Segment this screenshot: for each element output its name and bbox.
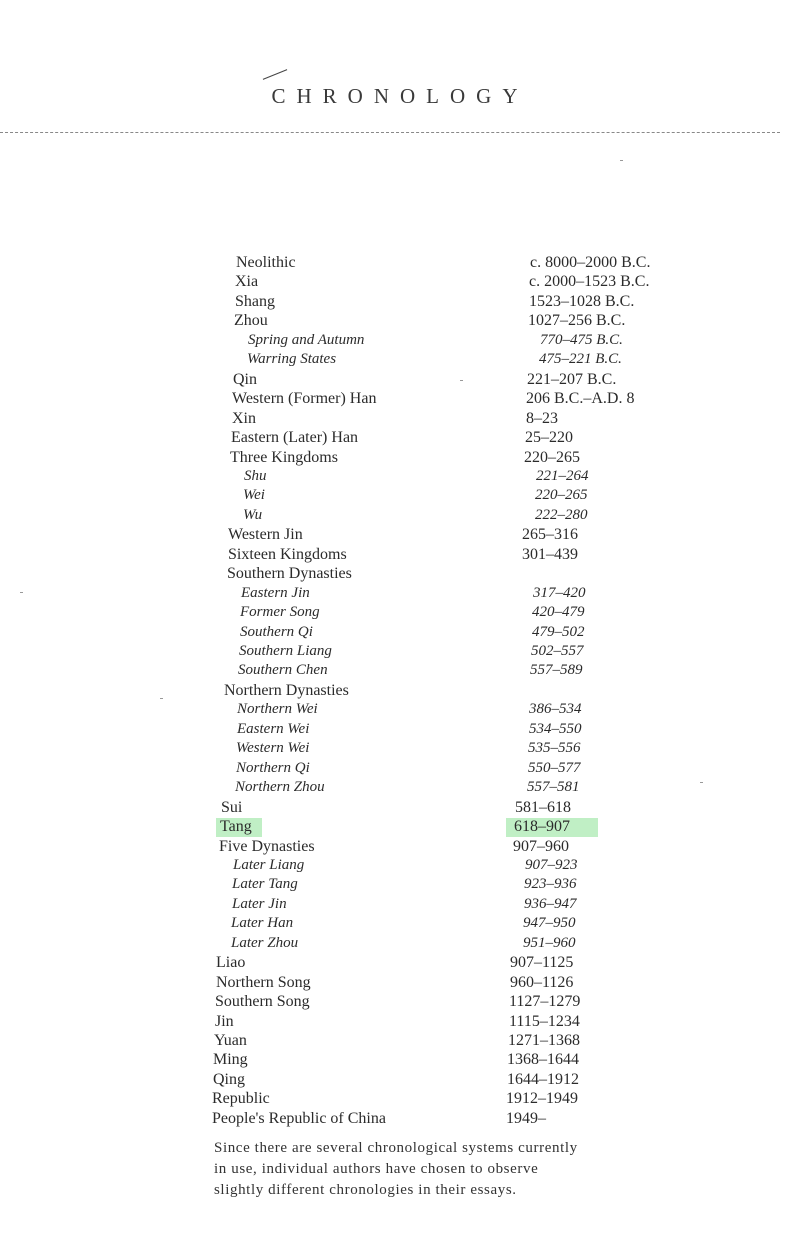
- chronology-row: [0, 449, 800, 469]
- chronology-row: [0, 351, 800, 371]
- period-dates: c. 8000–2000 B.C.: [530, 254, 651, 271]
- period-dates: 770–475 B.C.: [540, 331, 623, 348]
- chronology-row: [0, 487, 800, 507]
- chronology-row: [0, 643, 800, 663]
- chronology-row: [0, 293, 800, 313]
- chronology-row: [0, 254, 800, 274]
- chronology-row: [0, 1051, 800, 1071]
- period-name: Shu: [244, 467, 267, 484]
- chronology-row: [0, 604, 800, 624]
- period-name: Eastern (Later) Han: [231, 429, 359, 447]
- chronology-row: [0, 799, 800, 819]
- period-dates: 479–502: [532, 623, 585, 640]
- chronology-row: [0, 429, 800, 449]
- chronology-row: [0, 507, 800, 527]
- period-name: Southern Liang: [239, 643, 332, 659]
- period-name: People's Republic of China: [212, 1109, 386, 1127]
- chronology-row: [0, 468, 800, 488]
- period-name: Northern Dynasties: [224, 681, 349, 699]
- chronology-row: [0, 857, 800, 877]
- period-name: Western Wei: [236, 740, 310, 757]
- chronology-row: [0, 312, 800, 332]
- chronology-row: [0, 974, 800, 994]
- period-dates: c. 2000–1523 B.C.: [529, 273, 650, 291]
- period-dates: 420–479: [532, 604, 585, 621]
- period-name: Later Jin: [232, 895, 287, 912]
- chronology-row: [0, 915, 800, 935]
- period-name: Zhou: [234, 312, 268, 330]
- period-dates: 1271–1368: [508, 1032, 580, 1049]
- period-dates: 936–947: [524, 895, 577, 912]
- period-dates: 581–618: [515, 798, 571, 816]
- period-dates: 1644–1912: [507, 1070, 579, 1088]
- period-name: Later Han: [231, 915, 294, 932]
- period-name: Republic: [212, 1090, 270, 1108]
- period-dates: 534–550: [529, 720, 582, 737]
- title-rule: [0, 132, 780, 133]
- period-name: Western Jin: [228, 526, 303, 544]
- period-name: Northern Zhou: [235, 779, 325, 796]
- chronology-row: [0, 371, 800, 391]
- period-name: Sixteen Kingdoms: [228, 545, 347, 563]
- period-dates: 386–534: [529, 701, 582, 718]
- chronology-row: [0, 682, 800, 702]
- period-dates: 220–265: [524, 448, 580, 466]
- period-dates: 475–221 B.C.: [539, 351, 622, 368]
- chronology-row: [0, 779, 800, 799]
- chronology-row: [0, 1090, 800, 1110]
- period-name: Qing: [213, 1070, 245, 1088]
- period-dates: 8–23: [526, 409, 558, 427]
- period-name: Jin: [215, 1012, 234, 1030]
- period-name: Later Zhou: [231, 934, 299, 951]
- period-name: Xin: [232, 409, 256, 427]
- period-name: Southern Dynasties: [227, 565, 352, 583]
- period-dates: 265–316: [522, 526, 578, 544]
- footnote-line: slightly different chronologies in their essays.: [214, 1182, 517, 1198]
- chronology-row: [0, 390, 800, 410]
- chronology-row: [0, 273, 800, 293]
- footnote-line: Since there are several chronological systems currently: [214, 1140, 578, 1156]
- period-dates: 947–950: [523, 915, 576, 932]
- period-dates: 550–577: [528, 759, 581, 776]
- chronology-row: [0, 993, 800, 1013]
- chronology-row: [0, 935, 800, 955]
- period-name: Shang: [235, 292, 275, 310]
- period-name: Warring States: [247, 351, 337, 368]
- period-dates: 907–923: [525, 856, 578, 873]
- period-name: Five Dynasties: [219, 837, 315, 855]
- chronology-row: [0, 1071, 800, 1091]
- chronology-row: [0, 662, 800, 682]
- period-name: Xia: [235, 273, 259, 291]
- period-dates: 502–557: [531, 643, 584, 659]
- period-name: Southern Qi: [240, 623, 313, 640]
- period-name: Northern Song: [216, 973, 311, 991]
- period-dates: 222–280: [535, 506, 588, 523]
- chronology-row: [0, 1032, 800, 1052]
- pen-mark: [263, 69, 287, 80]
- chronology-row: [0, 410, 800, 430]
- period-name: Yuan: [214, 1032, 247, 1049]
- chronology-row: [0, 1110, 800, 1130]
- chronology-row: [0, 896, 800, 916]
- period-name: Northern Qi: [236, 759, 310, 776]
- period-dates: 951–960: [523, 934, 576, 951]
- period-dates: 557–581: [527, 779, 580, 796]
- period-dates: 206 B.C.–A.D. 8: [526, 390, 635, 408]
- chronology-row: [0, 565, 800, 585]
- period-name: Tang: [220, 818, 252, 836]
- chronology-row: [0, 701, 800, 721]
- chronology-row: [0, 740, 800, 760]
- chronology-row: [0, 624, 800, 644]
- period-dates: 1115–1234: [509, 1012, 580, 1030]
- chronology-row: [0, 721, 800, 741]
- chronology-row: [0, 1013, 800, 1033]
- chronology-table: [0, 254, 800, 1134]
- period-name: Northern Wei: [237, 701, 318, 718]
- period-name: Southern Song: [215, 993, 310, 1011]
- chronology-row: [0, 332, 800, 352]
- period-dates: 221–207 B.C.: [527, 370, 617, 388]
- period-dates: 1523–1028 B.C.: [529, 292, 635, 310]
- period-name: Wu: [243, 506, 263, 523]
- footnote-line: in use, individual authors have chosen to observe: [214, 1161, 539, 1177]
- period-name: Former Song: [240, 604, 320, 621]
- period-name: Later Tang: [232, 876, 298, 893]
- period-name: Ming: [213, 1051, 248, 1069]
- footnote: [214, 1138, 654, 1201]
- scan-speck: [620, 160, 623, 161]
- period-name: Neolithic: [236, 254, 296, 271]
- period-name: Wei: [243, 487, 265, 504]
- period-dates: 1912–1949: [506, 1090, 578, 1108]
- period-name: Qin: [233, 370, 257, 388]
- period-name: Western (Former) Han: [232, 390, 377, 408]
- period-name: Spring and Autumn: [248, 331, 365, 348]
- chronology-row: [0, 585, 800, 605]
- period-name: Eastern Wei: [237, 720, 310, 737]
- period-dates: 221–264: [536, 467, 589, 484]
- period-name: Sui: [221, 798, 243, 816]
- period-name: Liao: [216, 954, 246, 972]
- chronology-row: [0, 546, 800, 566]
- period-name: Later Liang: [233, 856, 305, 873]
- period-dates: 535–556: [528, 740, 581, 757]
- chronology-row: [0, 954, 800, 974]
- period-dates: 960–1126: [510, 973, 574, 991]
- chronology-row: [0, 838, 800, 858]
- period-dates: 618–907: [514, 818, 570, 836]
- period-dates: 923–936: [524, 876, 577, 893]
- period-dates: 1127–1279: [509, 993, 581, 1011]
- period-dates: 907–960: [513, 837, 569, 855]
- period-dates: 1368–1644: [507, 1051, 579, 1069]
- period-dates: 1027–256 B.C.: [528, 312, 626, 330]
- period-name: Eastern Jin: [241, 584, 310, 601]
- page-title: CHRONOLOGY: [271, 84, 529, 108]
- period-dates: 557–589: [530, 662, 583, 679]
- period-dates: 220–265: [535, 487, 588, 504]
- chronology-row: [0, 818, 800, 838]
- period-dates: 25–220: [525, 429, 573, 447]
- chronology-row: [0, 876, 800, 896]
- chronology-row: [0, 760, 800, 780]
- period-dates: 907–1125: [510, 954, 574, 972]
- period-name: Southern Chen: [238, 662, 328, 679]
- chronology-row: [0, 526, 800, 546]
- period-name: Three Kingdoms: [230, 448, 338, 466]
- period-dates: 317–420: [533, 584, 586, 601]
- period-dates: 301–439: [522, 545, 578, 563]
- period-dates: 1949–: [506, 1109, 546, 1127]
